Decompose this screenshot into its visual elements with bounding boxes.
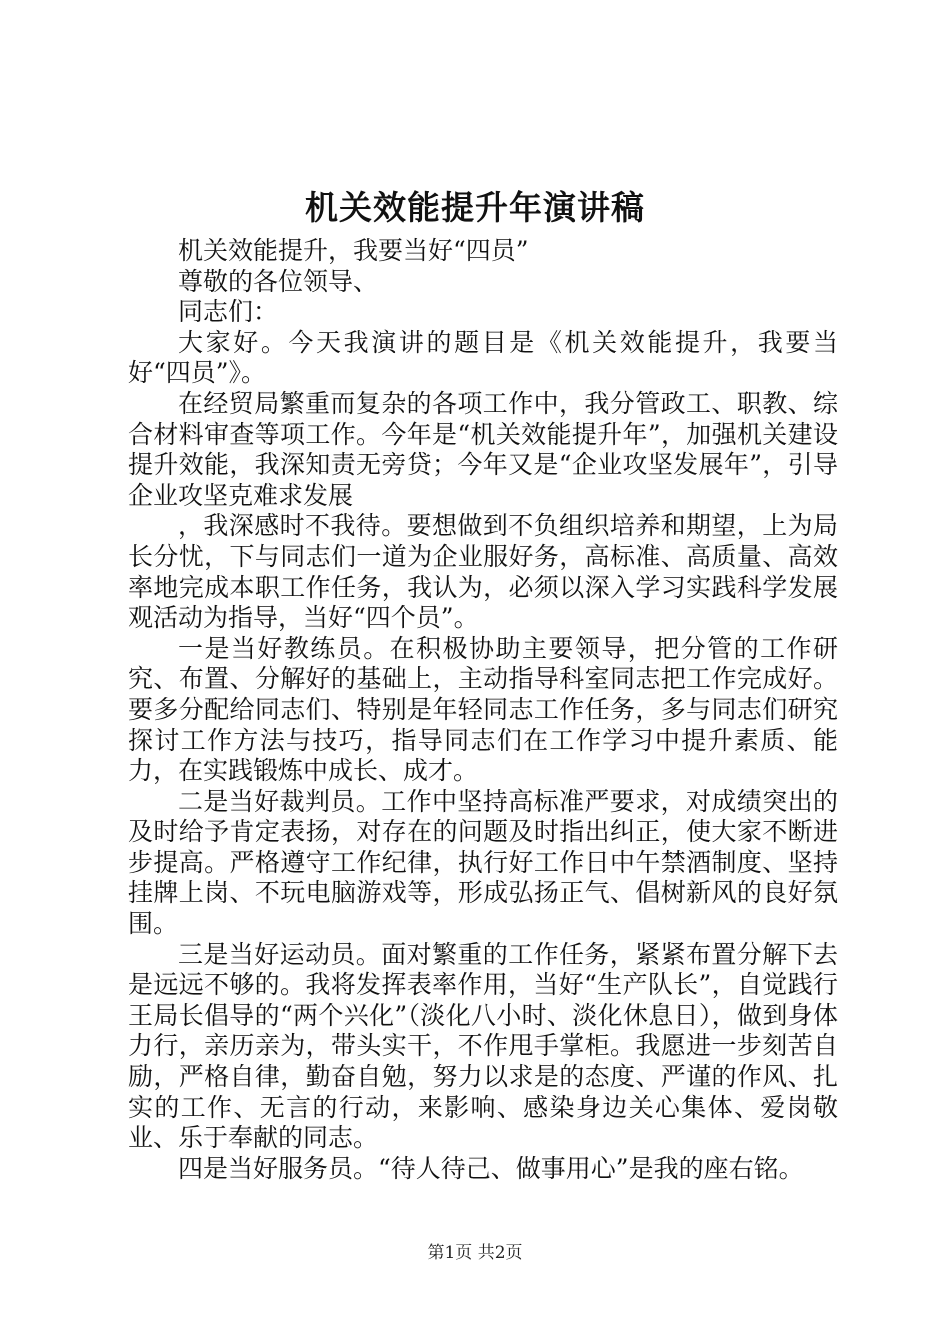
paragraph-salutation: 尊敬的各位领导、 [178, 266, 379, 296]
document-body [128, 236, 838, 1184]
paragraph-servant: 四是当好服务员。“待人待己、做事用心”是我的座右铭。 [178, 1153, 804, 1183]
paragraph-subtitle: 机关效能提升，我要当好“四员” [178, 236, 529, 265]
paragraph-referee: 二是当好裁判员。工作中坚持高标准严要求，对成绩突出的及时给予肯定表扬，对存在的问题及时指出纠正，使大家不断进步提高。严格遵守工作纪律，执行好工作日中午禁酒制度、坚持挂牌上岗、不玩电脑游戏等，形成弘扬正气、倡树新风的良好氛围。 [128, 786, 838, 939]
paragraph-intro: 在经贸局繁重而复杂的各项工作中，我分管政工、职教、综合材料审查等项工作。今年是“机关效能提升年”，加强机关建设提升效能，我深知责无旁贷；今年又是“企业攻坚发展年”，引导企业攻坚克难求发展 [128, 388, 838, 510]
paragraph-greeting: 大家好。今天我演讲的题目是《机关效能提升，我要当好“四员”》。 [128, 327, 838, 388]
paragraph-intro-continued: ，我深感时不我待。要想做到不负组织培养和期望，上为局长分忧，下与同志们一道为企业服好务，高标准、高质量、高效率地完成本职工作任务，我认为，必须以深入学习实践科学发展观活动为指导，当好“四个员”。 [128, 511, 838, 633]
paragraph-salutation-2: 同志们： [178, 297, 279, 327]
paragraph-coach: 一是当好教练员。在积极协助主要领导，把分管的工作研究、布置、分解好的基础上，主动指导科室同志把工作完成好。要多分配给同志们、特别是年轻同志工作任务，多与同志们研究探讨工作方法与技巧，指导同志们在工作学习中提升素质、能力，在实践锻炼中成长、成才。 [128, 633, 838, 786]
page-number-footer: 第1页 共2页 [427, 1243, 523, 1263]
paragraph-athlete: 三是当好运动员。面对繁重的工作任务，紧紧布置分解下去是远远不够的。我将发挥表率作用，当好“生产队长”，自觉践行王局长倡导的“两个兴化”（淡化八小时、淡化休息日），做到身体力行，亲历亲为，带头实干，不作甩手掌柜。我愿进一步刻苦自励，严格自律，勤奋自勉，努力以求是的态度、严谨的作风、扎实的工作、无言的行动，来影响、感染身边关心集体、爱岗敬业、乐于奉献的同志。 [128, 939, 838, 1153]
document-title: 机关效能提升年演讲稿 [305, 188, 645, 227]
